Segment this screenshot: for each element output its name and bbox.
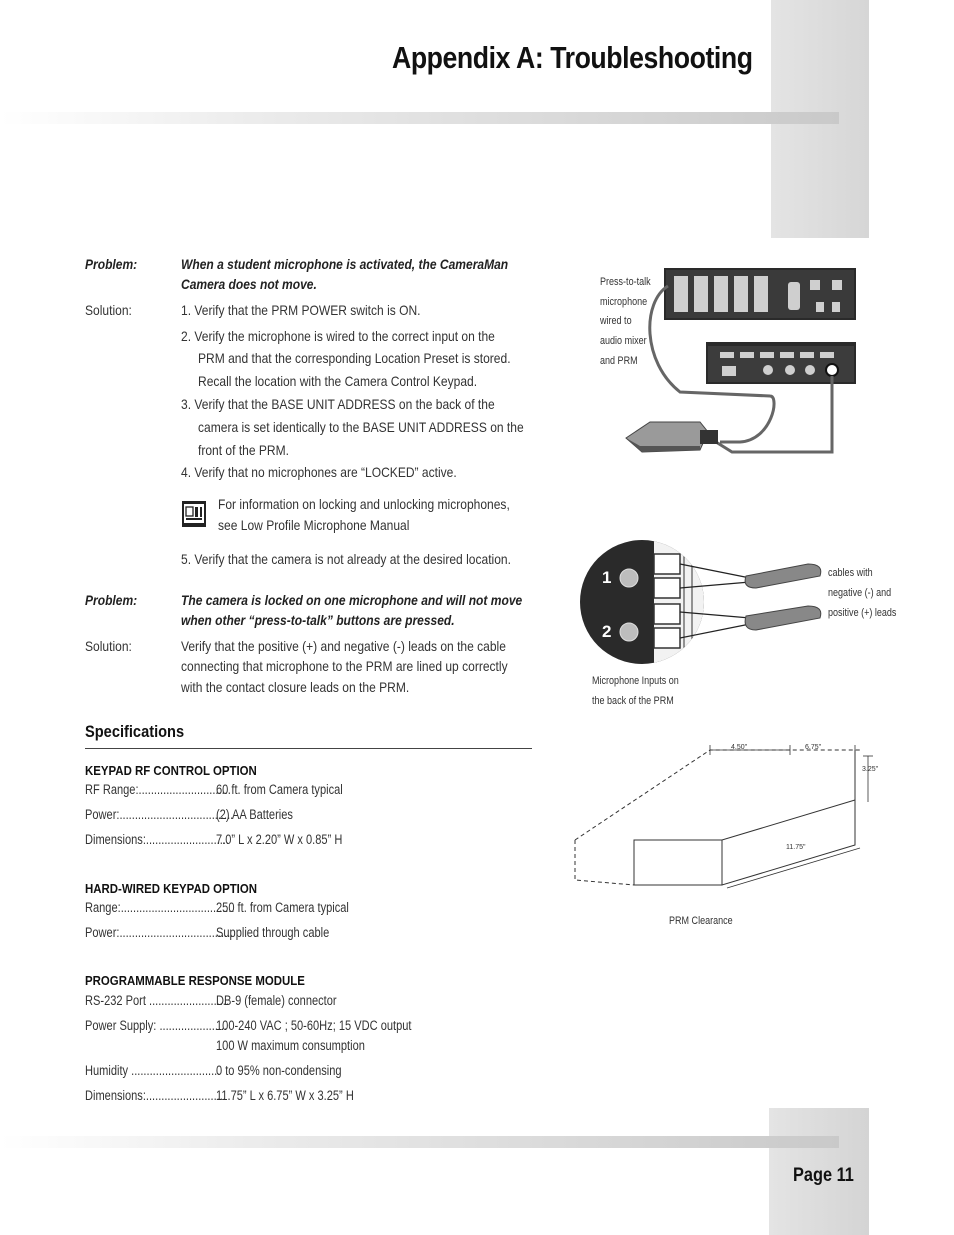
spec-label: Power:..................................... [85,925,234,940]
note-text-line: For information on locking and unlocking microphones, [218,496,510,512]
page-title: Appendix A: Troubleshooting [392,40,753,75]
solution-step: 4. Verify that no microphones are “LOCKED” active. [181,464,457,480]
spec-value: 250 ft. from Camera typical [216,900,349,915]
cables-caption-line: negative (-) and [828,587,892,599]
prm-clearance-diagram [570,740,880,892]
solution-step: 5. Verify that the camera is not already at the desired location. [181,551,511,567]
solution-label: Solution: [85,638,132,654]
problem-text-line: When a student microphone is activated, the CameraMan [181,256,509,272]
solution-step: PRM and that the corresponding Location Preset is stored. [198,350,511,366]
solution-step: 3. Verify that the BASE UNIT ADDRESS on the back of the [181,396,495,412]
problem-text-line: The camera is locked on one microphone and will not move [181,592,523,608]
spec-value: 60 ft. from Camera typical [216,782,343,797]
problem-label: Problem: [85,256,138,272]
solution-text-line: Verify that the positive (+) and negative (-) leads on the cable [181,638,506,654]
spec-value: 11.75” L x 6.75” W x 3.25” H [216,1088,354,1103]
input-number: 2 [602,622,612,641]
specifications-rule [85,748,532,749]
solution-step: Recall the location with the Camera Control Keypad. [198,373,478,389]
page-number: Page 11 [793,1165,854,1186]
dimension-label: 4.50" [731,744,748,751]
audio-mixer [664,268,856,320]
spec-label: Dimensions:........................... [85,832,229,847]
spec-value: 0 to 95% non-condensing [216,1063,342,1078]
spec-heading: PROGRAMMABLE RESPONSE MODULE [85,973,305,988]
footer-band [0,1136,839,1148]
spec-label: RF Range:.............................. [85,782,231,797]
wiring-diagram [620,262,860,458]
spec-value: DB-9 (female) connector [216,993,337,1008]
cables-caption-line: cables with [828,567,873,579]
spec-value: 100 W maximum consumption [216,1038,365,1053]
spec-value: 7.0” L x 2.20” W x 0.85” H [216,832,343,847]
wiring-caption-line: audio mixer [600,335,647,347]
wiring-caption-line: Press-to-talk [600,276,651,288]
wiring-caption-line: wired to [600,315,632,327]
microphone-inputs-diagram [580,540,830,664]
solution-label: Solution: [85,302,132,318]
solution-step: front of the PRM. [198,442,290,458]
spec-value: (2) AA Batteries [216,807,293,822]
spec-heading: KEYPAD RF CONTROL OPTION [85,763,257,778]
dimension-label: 11.75" [786,844,806,851]
dimension-label: 6.75" [805,744,822,751]
inputs-caption-line: Microphone Inputs on [592,675,679,687]
spec-value: Supplied through cable [216,925,330,940]
solution-text-line: with the contact closure leads on the PRM. [181,679,410,695]
wiring-caption-line: and PRM [600,355,638,367]
clearance-caption: PRM Clearance [669,915,733,927]
specifications-title: Specifications [85,722,185,741]
spec-label: Dimensions:.......................... [85,1088,226,1103]
problem-text-line: when other “press-to-talk” buttons are pressed. [181,612,455,628]
manual-icon [181,500,207,528]
solution-step: camera is set identically to the BASE UNIT ADDRESS on the [198,419,524,435]
solution-step: 1. Verify that the PRM POWER switch is ON. [181,302,421,318]
solution-text-line: connecting that microphone to the PRM are lined up correctly [181,658,508,674]
note-text-line: see Low Profile Microphone Manual [218,517,410,533]
problem-text-line: Camera does not move. [181,276,317,292]
wiring-caption-line: microphone [600,296,648,308]
spec-label: RS-232 Port .......................... [85,993,229,1008]
spec-heading: HARD-WIRED KEYPAD OPTION [85,881,258,896]
input-number: 1 [602,568,612,587]
spec-value: 100-240 VAC ; 50-60Hz; 15 VDC output [216,1018,412,1033]
dimension-label: 3.25" [862,766,879,773]
header-band [0,112,839,124]
microphone [626,422,718,452]
spec-label: Humidity ............................. [85,1063,221,1078]
spec-label: Power:..................................... [85,807,234,822]
spec-label: Power Supply: ...................... [85,1018,228,1033]
solution-step: 2. Verify the microphone is wired to the correct input on the [181,328,495,344]
inputs-caption-line: the back of the PRM [592,695,674,707]
spec-label: Range:..................................... [85,900,235,915]
cables-caption-line: positive (+) leads [828,607,897,619]
problem-label: Problem: [85,592,138,608]
